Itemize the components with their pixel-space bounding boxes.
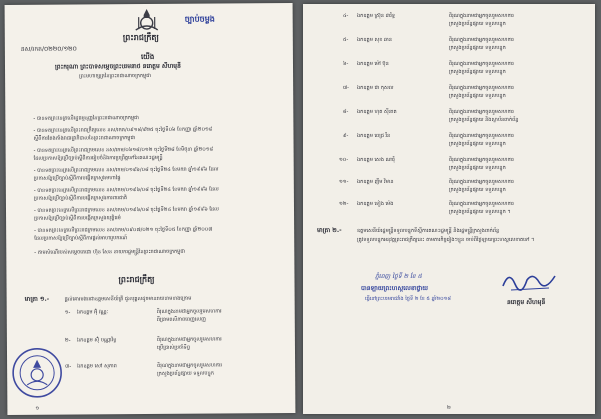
preamble-line: ព្រះមហាក្សត្រនៃព្រះរាជាណាចក្រកម្ពុជា <box>79 72 151 80</box>
item-number: ១០- <box>339 157 349 163</box>
item-desc: ក្រសួងប្រព័ន្ធផ្សាយ ទទួលបន្ទុក <box>449 45 506 51</box>
item-name: ឯកឧត្តម ស្រ៊ុន ដារិទ្ធ <box>357 13 395 19</box>
item-number: ៩- <box>343 133 349 139</box>
item-name: ឯកឧត្តម ទៀង ម៉េង <box>357 201 394 207</box>
preamble-line: ស្តីពីការតែងតាំងរាជរដ្ឋាភិបាលនៃព្រះរាជាណាចក្រកម្ពុជា <box>33 135 136 142</box>
palace-label: បានឡាយព្រះហស្តលេខាថ្វាយ <box>361 285 428 292</box>
item-desc: ពិរុណក្នុងនាមជាអ្នកចូលរួមសហការ <box>449 85 514 91</box>
item-name: ឯកឧត្តម អ៊ុំ វណ្ណៈ <box>76 309 109 316</box>
royal-signature-icon <box>499 266 559 294</box>
item-desc: ក្រសួងប្រព័ន្ធផ្សាយ ទទួលបន្ទុក <box>449 187 506 193</box>
item-name: ឯកឧត្តម ជា កុសល <box>357 85 394 91</box>
article-2-text: ឧត្តមសេនីយ៍រដ្ឋមន្ត្រីទទួលបន្ទុកទីស្តីការគណៈរដ្ឋមន្ត្រី និងរដ្ឋមន្ត្រីក្រសួងពាក់ព័ន្ធ <box>357 228 500 234</box>
item-desc: ក្រសួងប្រព័ន្ធផ្សាយ ទទួលបន្ទុក <box>449 69 506 75</box>
royal-seal-stamp-icon <box>11 347 63 399</box>
item-name: ឯកឧត្តម សេង ណារ៉ុំ <box>357 157 395 163</box>
article-1-intro: ផ្តល់គោរមងារជាឧត្តមសេនីយ៍ត្រី ជូនបុគ្គលដូចមានរាយនាមខាងក្រោម <box>64 295 192 303</box>
item-desc: ពិរុណក្នុងនាមជាអ្នកចូលរួមសហការ <box>156 336 222 343</box>
preamble-line: - បានទតព្រះនេត្រលើព្រះរាជក្រមលេខ នស/រកម/០១៩៦/០៨ ចុះថ្ងៃទី២៤ ខែមករា ឆ្នាំ១៩៩៦ ដែល <box>33 166 219 174</box>
royal-name: ព្រះករុណា ព្រះបាទសម្តេចព្រះបរមនាថ នរោត្តម សីហមុនី <box>54 62 181 71</box>
preamble-line: ដែលប្រកាសឱ្យប្រើច្បាប់ស្តីពីការរៀបចំនិងការប្រព្រឹត្តទៅនៃគណៈរដ្ឋមន្ត្រី <box>33 154 163 162</box>
royal-emblem-icon <box>132 8 162 32</box>
preamble-line: - បានទតព្រះនេត្រលើព្រះរាជក្រមលេខ នស/រកម/០៩០៧/០២១ ចុះថ្ងៃទី០៥ ខែកញ្ញា ឆ្នាំ២០០៧ <box>34 226 213 234</box>
handwritten-date: ភ្នំពេញ ថ្ងៃទី ២ ខែ ៥ <box>375 273 422 280</box>
document-page-1 <box>5 3 296 415</box>
item-number: ៧- <box>343 85 349 91</box>
preamble-line: - បានទតព្រះនេត្រលើព្រះរាជក្រមលេខ នស/រកម/០៦១៨/០១២ ចុះថ្ងៃទី២៨ ខែមិថុនា ឆ្នាំ២០១៨ <box>33 146 214 154</box>
preamble-line: ដែលប្រកាសឱ្យប្រើច្បាប់ស្តីពីការផ្តល់អាហារូបករណ៍ <box>34 235 128 242</box>
preamble-line: - បានទតព្រះនេត្រលើព្រះរាជក្រមលេខ នស/រកម/០១៩៦/០៨ ចុះថ្ងៃទី២៤ ខែមករា ឆ្នាំ១៩៩៦ ដែល <box>33 206 219 214</box>
article-1-label: មាត្រា ១.- <box>24 295 50 303</box>
item-desc: ពិរុណក្នុងនាមជាអ្នកចូលរួមសហការ <box>156 308 222 315</box>
item-number: ៦- <box>343 61 349 67</box>
item-number: ១- <box>64 309 71 316</box>
item-desc: ប្រើប្រាស់ប្រចាំទិព្វ <box>156 344 191 351</box>
item-name: ឯកឧត្តម ញឹម វិមាន <box>357 179 394 185</box>
page-title: ព្រះរាជក្រឹត្យ <box>122 32 159 43</box>
decree-heading: ព្រះរាជក្រឹត្យ <box>118 274 155 285</box>
item-number: ១២- <box>339 201 349 207</box>
signer-name: នរោត្តម សីហមុនី <box>507 299 546 306</box>
item-desc: ពីប្រាមពលិភាពពេញលេញ <box>156 316 206 323</box>
item-desc: ក្រសួងប្រព័ន្ធផ្សាយ ទទួលបន្ទុក <box>449 93 506 99</box>
preamble-line: - បានទតព្រះនេត្រលើរដ្ឋធម្មនុញ្ញនៃព្រះរាជាណាចក្រកម្ពុជា <box>33 115 139 122</box>
preamble-line: - បានទតព្រះនេត្រលើព្រះរាជក្រមលេខ នស/រកម/០១៩៦/០៨ ចុះថ្ងៃទី២៤ ខែមករា ឆ្នាំ១៩៩៦ ដែល <box>33 186 219 194</box>
date-line: ធ្វើនៅព្រះបរមរាជវាំង ថ្ងៃទី ២ ខែ ៥ ឆ្នាំ២០១៨ <box>365 296 451 302</box>
preamble-line: ប្រកាសឱ្យប្រើច្បាប់ស្តីពីការបង្កើតក្រសួងការពារជាតិ <box>33 195 128 202</box>
article-2-label: មាត្រា ២.- <box>317 227 342 234</box>
copy-stamp: ច្បាប់ចម្លង <box>184 14 215 24</box>
item-desc: ពិរុណក្នុងនាមជាអ្នកចូលរួមសហការ <box>449 179 514 185</box>
item-number: ៥- <box>343 37 349 43</box>
item-desc: ពិរុណក្នុងនាមជាអ្នកចូលរួមសហការ <box>449 37 514 43</box>
item-number: ១១- <box>339 179 349 185</box>
item-desc: ពិរុណក្នុងនាមជាអ្នកចូលរួមសហការ <box>449 61 514 67</box>
preamble-line: - តាមសំណើរបស់សម្តេចតេជោ ហ៊ុន សែន នាយករដ្ឋមន្ត្រីនៃព្រះរាជាណាចក្រកម្ពុជា <box>34 248 186 256</box>
item-name: ឯកឧត្តម ម៉ៅ ប៊ុន <box>357 61 389 67</box>
preamble-line: ប្រកាសឱ្យប្រើច្បាប់ស្តីពីការបង្កើតក្រសួងយុត្តិធម៌ <box>34 215 121 222</box>
item-desc: ពិរុណក្នុងនាមជាអ្នកចូលរួមសហការ <box>449 109 514 115</box>
item-number: ៤- <box>343 13 349 19</box>
document-page-2 <box>303 4 595 414</box>
item-desc: ក្រសួងប្រព័ន្ធផ្សាយ ទទួលបន្ទុក <box>157 370 214 377</box>
item-number: ៣- <box>65 363 72 370</box>
item-desc: ពិរុណក្នុងនាមជាអ្នកចូលរួមសហការ <box>449 13 514 19</box>
preamble-line: - បានទតព្រះនេត្រលើព្រះរាជក្រឹត្យលេខ នស/រកត/០៩១៨/៩២៥ ចុះថ្ងៃទី០៦ ខែកញ្ញា ឆ្នាំ២០១៨ <box>33 126 213 134</box>
preamble-line: ប្រកាសឱ្យប្រើច្បាប់ស្តីពីការបង្កើតក្រសួងមហាផ្ទៃ <box>33 175 121 182</box>
heading-we: យើង <box>140 52 155 62</box>
page-number: ១ <box>35 405 40 412</box>
item-desc: ក្រសួងប្រព័ន្ធផ្សាយ ទទួលបន្ទុក <box>449 141 506 147</box>
item-name: ឯកឧត្តម សុខ ឆាន <box>357 37 392 43</box>
item-name: ឯកឧត្តម សៅ សុភាព <box>77 363 117 370</box>
item-number: ២- <box>64 337 71 344</box>
item-desc: ពិរុណក្នុងនាមជាអ្នកចូលរួមសហការ <box>157 362 222 369</box>
item-name: ឯកឧត្តម ហុត ស៊ីនាត <box>357 109 397 115</box>
item-name: ឯកឧត្តម ពេជ្រ រីន <box>357 133 391 139</box>
reference-number: នស/រកត/០២២០/១២០ <box>20 45 77 53</box>
article-2-text: ត្រូវទទួលបន្ទុកអនុវត្តព្រះរាជក្រឹត្យនេះ តាមភារកិច្ចរៀងៗខ្លួន ចាប់ពីថ្ងៃឡាយព្រះហស្តលេខាតទៅ ។ <box>357 237 535 243</box>
item-desc: ក្រសួងប្រព័ន្ធផ្សាយ ទទួលបន្ទុក <box>449 21 506 27</box>
item-name: ឯកឧត្តម ស៊ុំ បណ្ណារិទ្ធ <box>76 337 117 344</box>
item-desc: ក្រសួងប្រព័ន្ធផ្សាយ ទទួលបន្ទុក ។ <box>449 209 511 215</box>
item-number: ៨- <box>343 109 349 115</box>
page-number: ២ <box>447 405 451 411</box>
item-desc: ក្រសួងប្រព័ន្ធផ្សាយ និងស្ថាប័នពាក់ព័ន្ធ <box>449 117 519 123</box>
item-desc: ក្រសួងប្រព័ន្ធផ្សាយ ទទួលបន្ទុក <box>449 165 506 171</box>
item-desc: ពិរុណក្នុងនាមជាអ្នកចូលរួមសហការ <box>449 201 514 207</box>
item-desc: ពិរុណក្នុងនាមជាអ្នកចូលរួមសហការ <box>449 133 514 139</box>
item-desc: ពិរុណក្នុងនាមជាអ្នកចូលរួមសហការ <box>449 157 514 163</box>
